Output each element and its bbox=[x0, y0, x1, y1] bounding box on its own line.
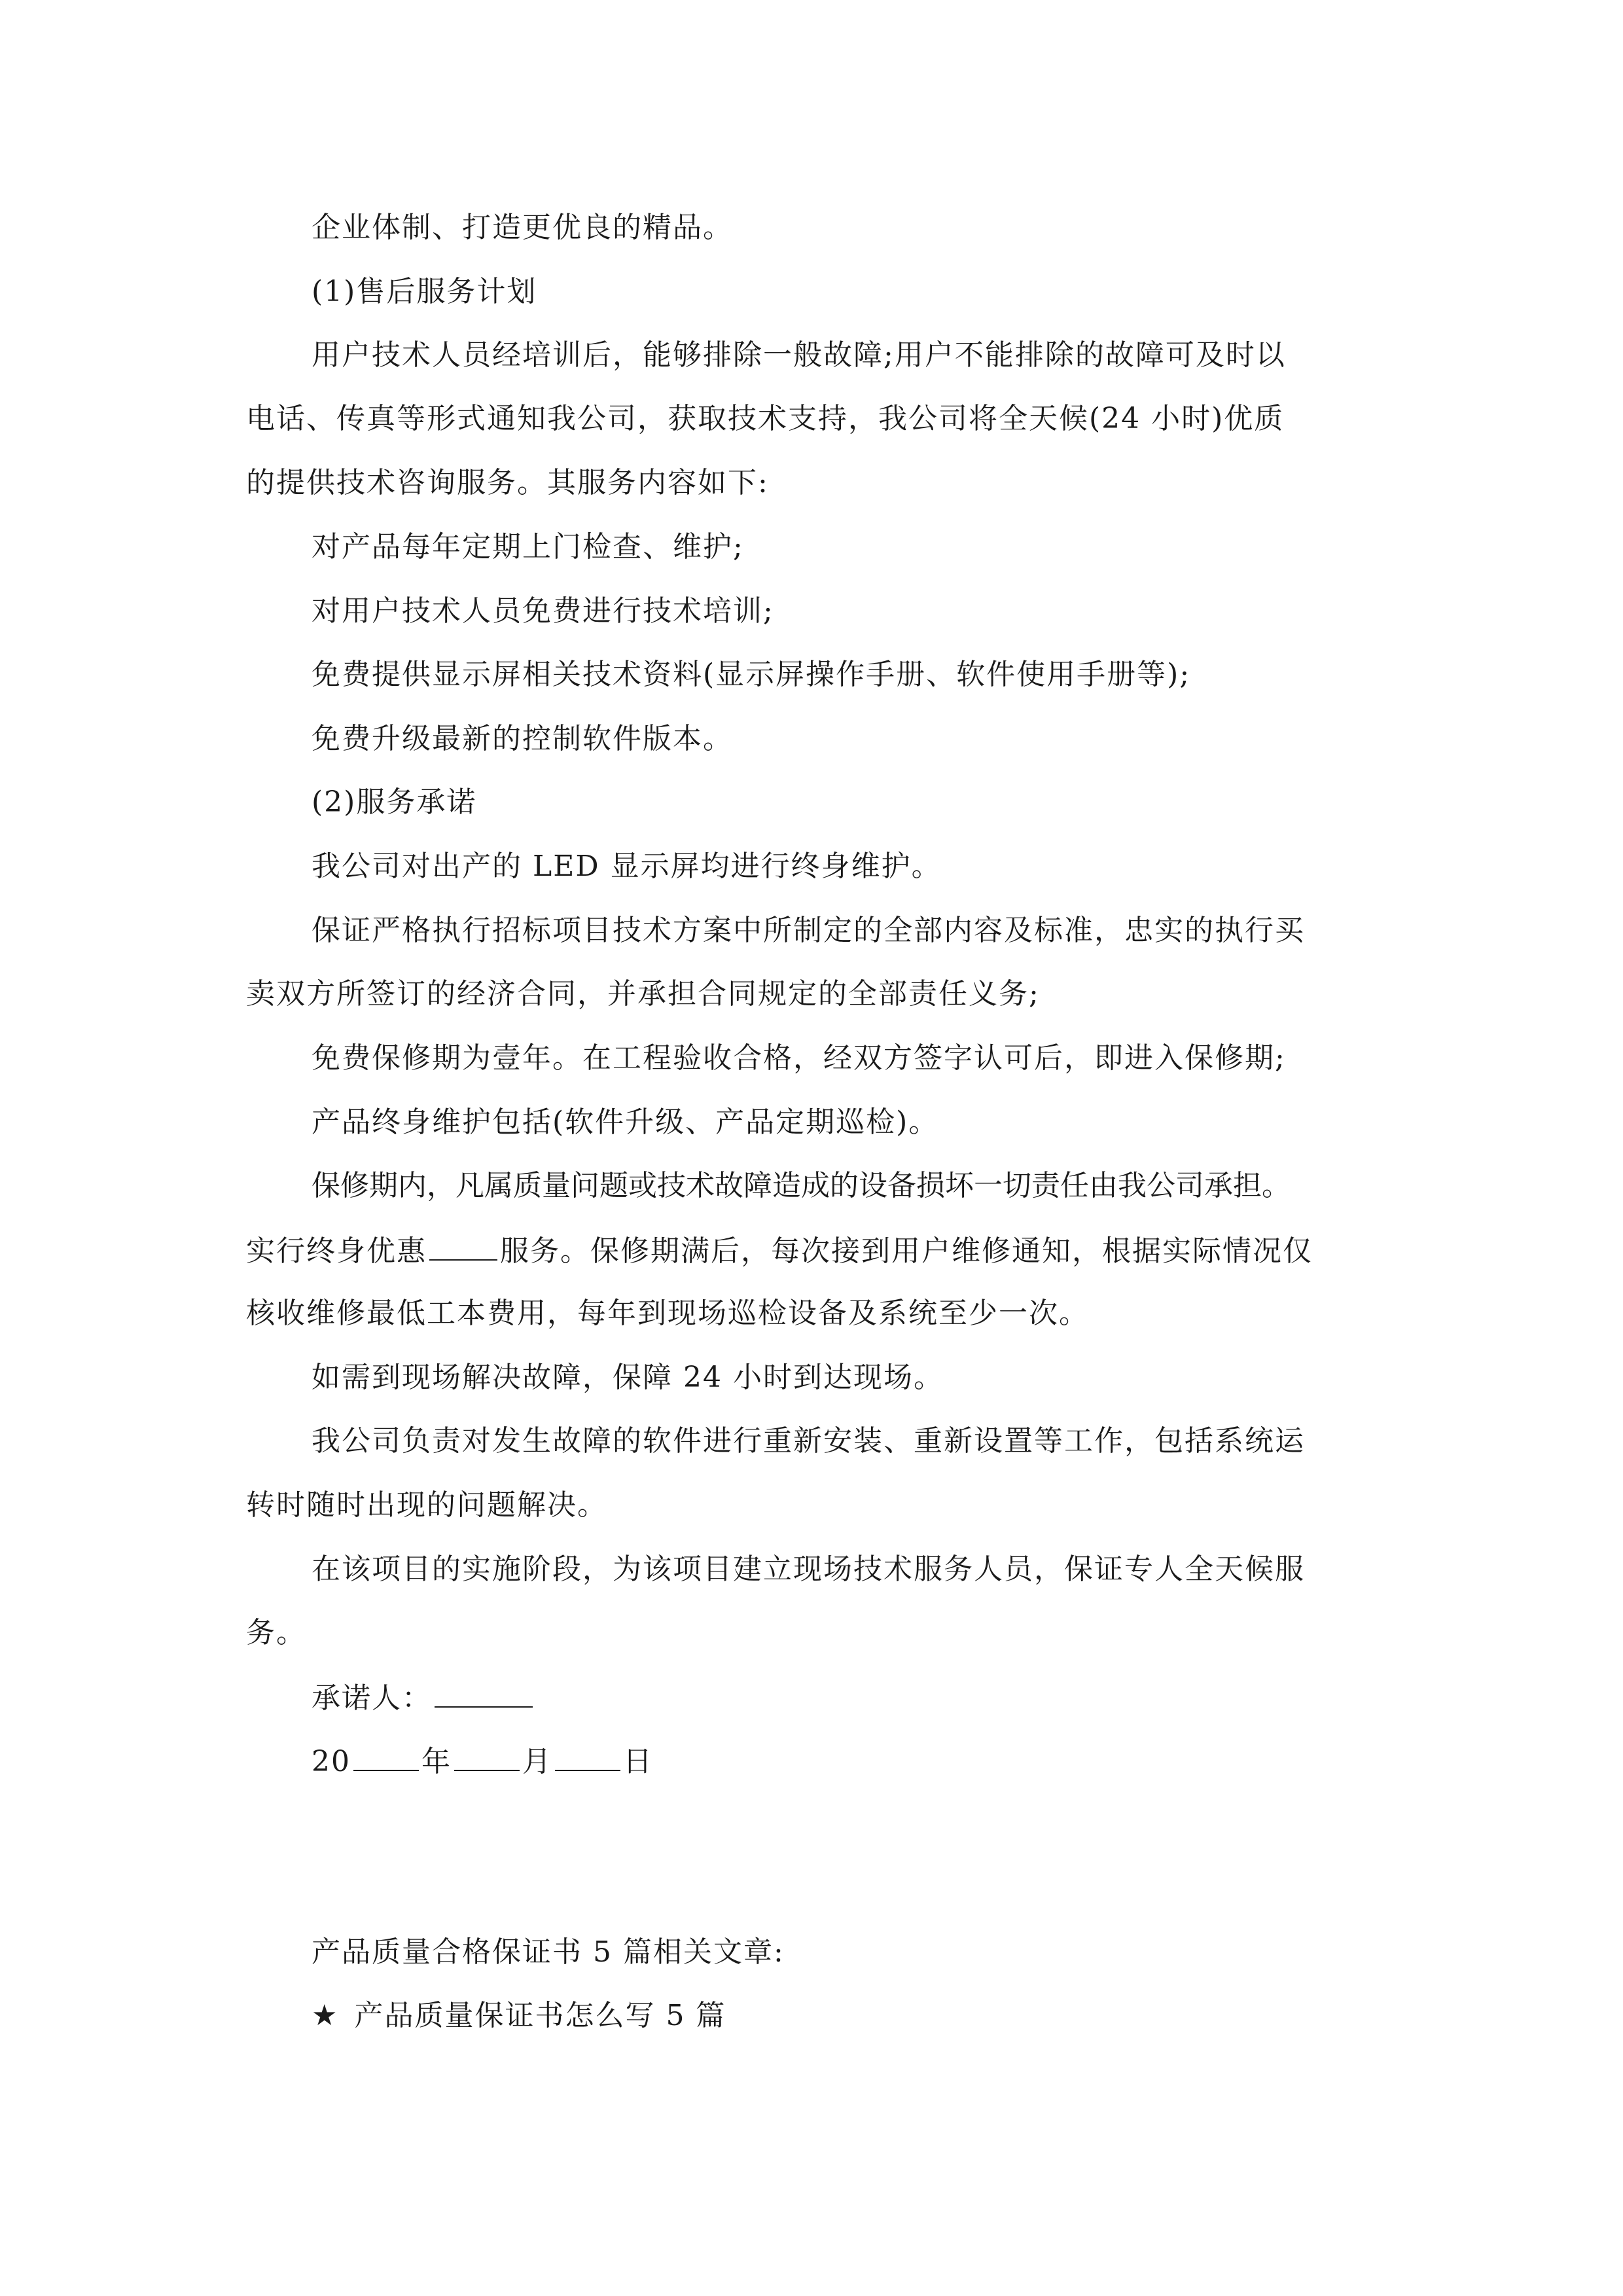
body-line: 保证严格执行招标项目技术方案中所制定的全部内容及标准，忠实的执行买 bbox=[312, 914, 1305, 947]
section-heading-after-sales-plan: (1)售后服务计划 bbox=[312, 275, 537, 308]
body-line: 免费升级最新的控制软件版本。 bbox=[312, 722, 733, 755]
related-article-link[interactable]: 产品质量保证书怎么写 5 篇 bbox=[354, 1999, 726, 2032]
date-line bbox=[312, 1741, 653, 1780]
body-line: 对用户技术人员免费进行技术培训; bbox=[312, 594, 774, 628]
body-line: 企业体制、打造更优良的精品。 bbox=[312, 211, 733, 244]
body-line: 对产品每年定期上门检查、维护; bbox=[312, 530, 744, 564]
section-heading-service-commitment: (2)服务承诺 bbox=[312, 785, 477, 819]
body-line: 核收维修最低工本费用，每年到现场巡检设备及系统至少一次。 bbox=[246, 1297, 1089, 1330]
body-text: 服务。保修期满后，每次接到用户维修通知，根据实际情况仅 bbox=[500, 1234, 1313, 1268]
body-line: 我公司对出产的 LED 显示屏均进行终身维护。 bbox=[312, 850, 942, 883]
signer-blank bbox=[435, 1677, 533, 1708]
star-icon: ★ bbox=[312, 1999, 339, 2032]
fill-in-blank bbox=[429, 1230, 497, 1261]
body-line: 电话、传真等形式通知我公司，获取技术支持，我公司将全天候(24 小时)优质 bbox=[246, 402, 1285, 435]
date-month-label: 月 bbox=[522, 1745, 552, 1778]
day-blank bbox=[555, 1741, 620, 1771]
body-line: 如需到现场解决故障，保障 24 小时到达现场。 bbox=[312, 1361, 944, 1394]
body-line: 免费保修期为壹年。在工程验收合格，经双方签字认可后，即进入保修期; bbox=[312, 1041, 1286, 1075]
signer-label: 承诺人： bbox=[312, 1681, 432, 1715]
date-year-label: 年 bbox=[421, 1745, 452, 1778]
body-line: 免费提供显示屏相关技术资料(显示屏操作手册、软件使用手册等); bbox=[312, 658, 1191, 691]
related-article-item[interactable] bbox=[312, 1996, 726, 2036]
month-blank bbox=[454, 1741, 520, 1771]
signer-line bbox=[312, 1677, 535, 1717]
body-line: 务。 bbox=[246, 1616, 306, 1649]
body-line: 用户技术人员经培训后，能够排除一般故障;用户不能排除的故障可及时以 bbox=[312, 338, 1286, 372]
date-day-label: 日 bbox=[623, 1745, 653, 1778]
body-line: 转时随时出现的问题解决。 bbox=[246, 1488, 607, 1522]
date-prefix: 20 bbox=[312, 1745, 351, 1778]
year-blank bbox=[353, 1741, 419, 1771]
body-line-with-blank bbox=[246, 1230, 1313, 1270]
body-text: 实行终身优惠 bbox=[246, 1234, 427, 1268]
related-articles-heading: 产品质量合格保证书 5 篇相关文章: bbox=[312, 1935, 785, 1969]
body-line: 产品终身维护包括(软件升级、产品定期巡检)。 bbox=[312, 1105, 939, 1139]
body-line: 卖双方所签订的经济合同，并承担合同规定的全部责任义务; bbox=[246, 977, 1040, 1011]
body-line: 我公司负责对发生故障的软件进行重新安装、重新设置等工作，包括系统运 bbox=[312, 1424, 1305, 1458]
body-line: 保修期内，凡属质量问题或技术故障造成的设备损坏一切责任由我公司承担。 bbox=[312, 1169, 1291, 1202]
body-line: 在该项目的实施阶段，为该项目建立现场技术服务人员，保证专人全天候服 bbox=[312, 1552, 1305, 1586]
body-line: 的提供技术咨询服务。其服务内容如下: bbox=[246, 466, 769, 499]
